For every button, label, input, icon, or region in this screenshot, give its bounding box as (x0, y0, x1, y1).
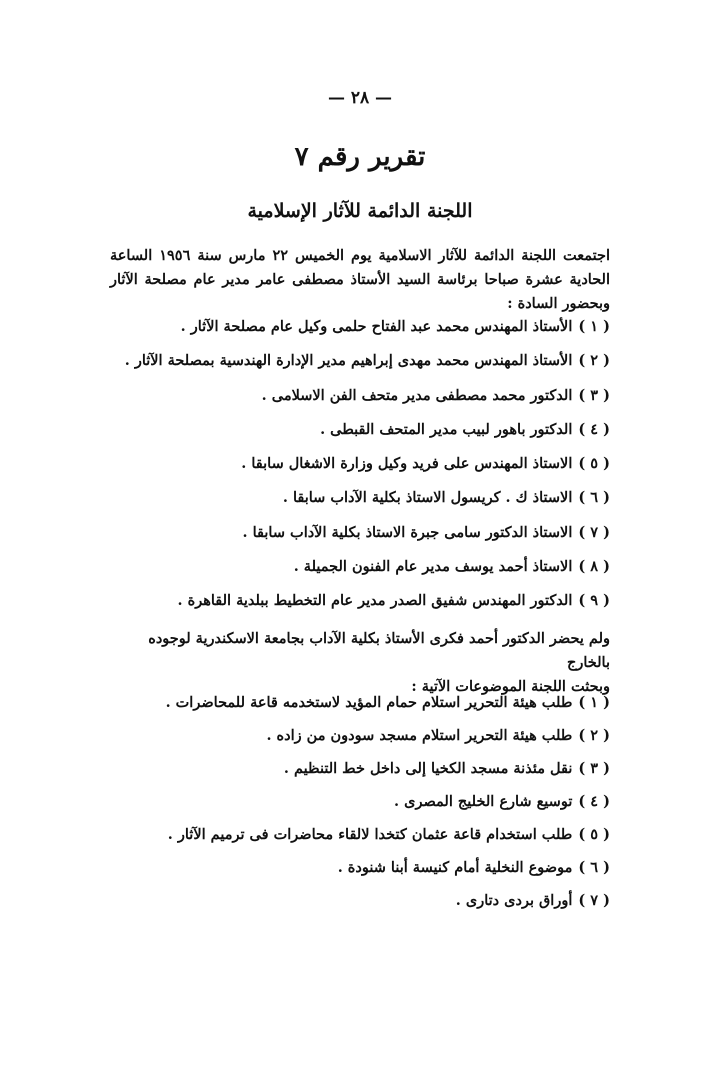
item-number: ( ٩ ) (578, 592, 610, 610)
list-item (125, 518, 610, 552)
item-number: ( ٣ ) (578, 760, 610, 777)
list-item (166, 688, 610, 721)
item-text: الأستاذ المهندس محمد عبد الفتاح حلمى وكيل عام مصلحة الآثار . (180, 318, 573, 335)
item-number: ( ٨ ) (578, 558, 610, 576)
item-number: ( ٦ ) (578, 859, 610, 876)
item-number: ( ٧ ) (578, 892, 610, 909)
item-number: ( ٤ ) (578, 420, 610, 438)
list-item (125, 381, 610, 415)
list-item (125, 552, 610, 586)
item-number: ( ٥ ) (578, 455, 610, 473)
absence-line: ولم يحضر الدكتور أحمد فكرى الأستاذ بكلية الآداب بجامعة الاسكندرية لوجوده بالخارج (148, 630, 610, 671)
list-item (166, 886, 610, 919)
item-text: الدكتور المهندس شفيق الصدر مدير عام التخطيط ببلدية القاهرة . (177, 592, 573, 610)
item-text: الاستاذ أحمد يوسف مدير عام الفنون الجميلة . (293, 558, 573, 576)
list-item (125, 346, 610, 380)
list-item (125, 312, 610, 346)
item-text: طلب هيئة التحرير استلام حمام المؤيد لاستخدمه قاعة للمحاضرات . (165, 694, 573, 711)
item-text: الأستاذ المهندس محمد مهدى إبراهيم مدير الإدارة الهندسية بمصلحة الآثار . (124, 352, 573, 370)
item-number: ( ٦ ) (578, 489, 610, 507)
page-number: — ٢٨ — (327, 88, 393, 108)
list-item (166, 754, 610, 787)
item-text: توسيع شارع الخليج المصرى . (394, 793, 573, 810)
list-item (166, 787, 610, 820)
item-number: ( ١ ) (578, 318, 610, 335)
item-number: ( ١ ) (578, 694, 610, 711)
item-number: ( ٤ ) (578, 793, 610, 810)
item-text: الاستاذ المهندس على فريد وكيل وزارة الاشغال سابقا . (241, 455, 573, 473)
list-item (166, 853, 610, 886)
item-number: ( ٣ ) (578, 386, 610, 404)
item-text: الاستاذ ك . كريسول الاستاذ بكلية الآداب سابقا . (282, 489, 573, 507)
item-number: ( ٧ ) (578, 523, 610, 541)
item-number: ( ٢ ) (578, 352, 610, 370)
committee-title: اللجنة الدائمة للآثار الإسلامية (247, 200, 473, 222)
item-text: نقل مئذنة مسجد الكخيا إلى داخل خط التنظيم . (283, 760, 573, 777)
item-text: الاستاذ الدكتور سامى جبرة الاستاذ بكلية الآداب سابقا . (242, 523, 573, 541)
list-item (125, 483, 610, 517)
topics-list (166, 688, 610, 919)
attendees-list (125, 312, 610, 621)
item-text: الدكتور باهور لبيب مدير المتحف القبطى . (320, 420, 573, 438)
list-item (125, 586, 610, 620)
item-text: أوراق بردى دتارى . (455, 892, 573, 909)
item-text: الدكتور محمد مصطفى مدير متحف الفن الاسلامى . (261, 386, 573, 404)
list-item (125, 449, 610, 483)
report-title: تقرير رقم ٧ (294, 142, 426, 172)
list-item (125, 415, 610, 449)
list-item (166, 721, 610, 754)
item-number: ( ٥ ) (578, 826, 610, 843)
topics-intro: وبحثت اللجنة الموضوعات الآتية : (411, 678, 610, 695)
item-number: ( ٢ ) (578, 727, 610, 744)
item-text: طلب استخدام قاعة عثمان كتخدا لالقاء محاضرات فى ترميم الآثار . (167, 826, 573, 843)
item-text: طلب هيئة التحرير استلام مسجد سودون من زاده . (266, 727, 573, 744)
list-item (166, 820, 610, 853)
intro-paragraph: اجتمعت اللجنة الدائمة للآثار الاسلامية يوم الخميس ٢٢ مارس سنة ١٩٥٦ الساعة الحادية عشرة صباحا برئاسة السيد الأستاذ مصطفى عامر مدير عام مصلحة الآثار وبحضور السادة : (110, 247, 610, 312)
item-text: موضوع النخلية أمام كنيسة أبنا شنودة . (337, 859, 573, 876)
